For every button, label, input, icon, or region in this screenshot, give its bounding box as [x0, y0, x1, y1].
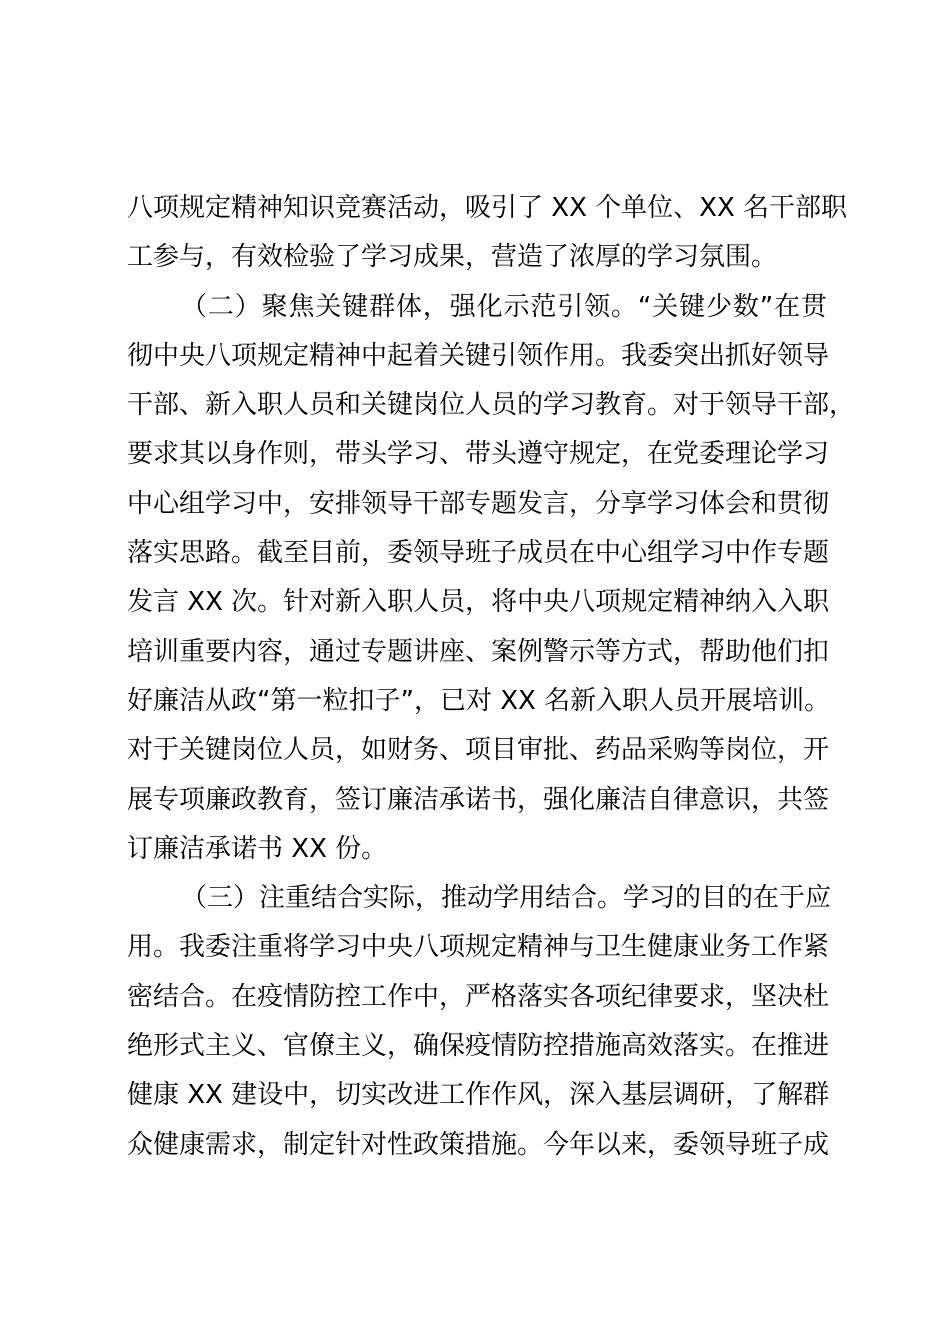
text-line: 用。我委注重将学习中央八项规定精神与卫生健康业务工作紧: [127, 932, 830, 963]
text-line: （二）聚焦关键群体，强化示范引领。“关键少数”在贯: [181, 291, 827, 322]
text-line: 好廉洁从政“第一粒扣子”，已对 XX 名新入职人员开展培训。: [127, 685, 831, 716]
paragraph-section-3: [127, 874, 832, 1170]
paragraph-continuation: [127, 184, 848, 283]
text-line: 对于关键岗位人员，如财务、项目审批、药品采购等岗位，开: [127, 735, 830, 766]
text-line: 展专项廉政教育，签订廉洁承诺书，强化廉洁自律意识，共签: [127, 784, 830, 815]
paragraph-section-2: [127, 283, 856, 875]
text-line: 众健康需求，制定针对性政策措施。今年以来，委领导班子成: [127, 1129, 830, 1160]
text-line: 中心组学习中，安排领导干部专题发言，分享学习体会和贯彻: [127, 488, 830, 519]
text-line: 发言 XX 次。针对新入职人员，将中央八项规定精神纳入入职: [127, 587, 830, 618]
text-line: 培训重要内容，通过专题讲座、案例警示等方式，帮助他们扣: [127, 636, 830, 667]
text-line: 订廉洁承诺书 XX 份。: [127, 833, 388, 864]
text-line: 彻中央八项规定精神中起着关键引领作用。我委突出抓好领导: [127, 340, 830, 371]
document-body: [127, 184, 856, 1170]
text-line: 八项规定精神知识竞赛活动，吸引了 XX 个单位、XX 名干部职: [127, 193, 848, 223]
text-line: 健康 XX 建设中，切实改进工作作风，深入基层调研，了解群: [127, 1080, 830, 1111]
text-line: 密结合。在疫情防控工作中，严格落实各项纪律要求，坚决杜: [127, 981, 830, 1012]
text-line: 工参与，有效检验了学习成果，营造了浓厚的学习氛围。: [127, 242, 778, 273]
text-line: 绝形式主义、官僚主义，确保疫情防控措施高效落实。在推进: [127, 1031, 830, 1062]
text-line: 干部、新入职人员和关键岗位人员的学习教育。对于领导干部，: [127, 390, 856, 421]
text-line: 落实思路。截至目前，委领导班子成员在中心组学习中作专题: [127, 538, 830, 569]
text-line: （三）注重结合实际，推动学用结合。学习的目的在于应: [181, 883, 832, 914]
text-line: 要求其以身作则，带头学习、带头遵守规定，在党委理论学习: [127, 439, 830, 470]
